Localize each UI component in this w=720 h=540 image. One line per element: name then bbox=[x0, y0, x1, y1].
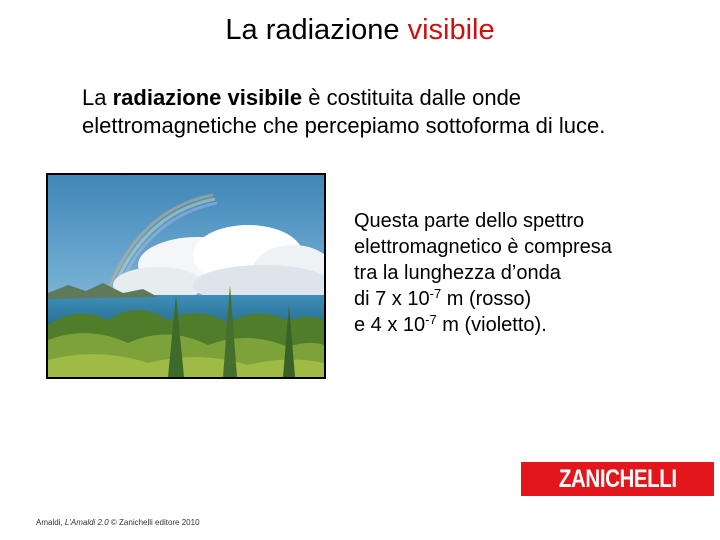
logo-text: ZANICHELLI bbox=[558, 464, 677, 493]
intro-lead: La bbox=[82, 85, 113, 110]
slide-title bbox=[0, 14, 720, 47]
rainbow-landscape-photo bbox=[46, 173, 326, 379]
spectrum-description bbox=[354, 208, 704, 338]
desc-line-5 bbox=[354, 312, 704, 338]
rainbow-landscape-image bbox=[48, 175, 324, 377]
zanichelli-logo bbox=[521, 462, 714, 496]
desc-line-4-exponent: -7 bbox=[429, 286, 442, 301]
footer-author: Amaldi, bbox=[36, 518, 65, 527]
desc-line-5-post: m (violetto). bbox=[436, 314, 547, 336]
footer-work: L'Amaldi 2.0 bbox=[64, 518, 109, 527]
footer-rest: © Zanichelli editore 2010 bbox=[108, 518, 200, 527]
desc-line-1: Questa parte dello spettro bbox=[354, 210, 585, 232]
intro-rest: è costituita dalle onde elettromagnetiche che percepiamo sottoforma di luce. bbox=[82, 85, 606, 138]
title-highlight: visibile bbox=[407, 14, 495, 46]
desc-line-3: tra la lunghezza d’onda bbox=[354, 262, 561, 284]
desc-line-4-pre: di 7 x 10 bbox=[354, 288, 430, 310]
intro-bold: radiazione visibile bbox=[112, 85, 303, 110]
title-plain: La radiazione bbox=[225, 14, 408, 46]
desc-line-4-post: m (rosso) bbox=[441, 288, 532, 310]
desc-line-4 bbox=[354, 286, 704, 312]
desc-line-2: elettromagnetico è compresa bbox=[354, 236, 612, 258]
intro-text bbox=[82, 84, 692, 140]
desc-line-5-exponent: -7 bbox=[425, 312, 437, 327]
footer-credit bbox=[36, 518, 200, 527]
desc-line-5-pre: e 4 x 10 bbox=[354, 314, 426, 336]
